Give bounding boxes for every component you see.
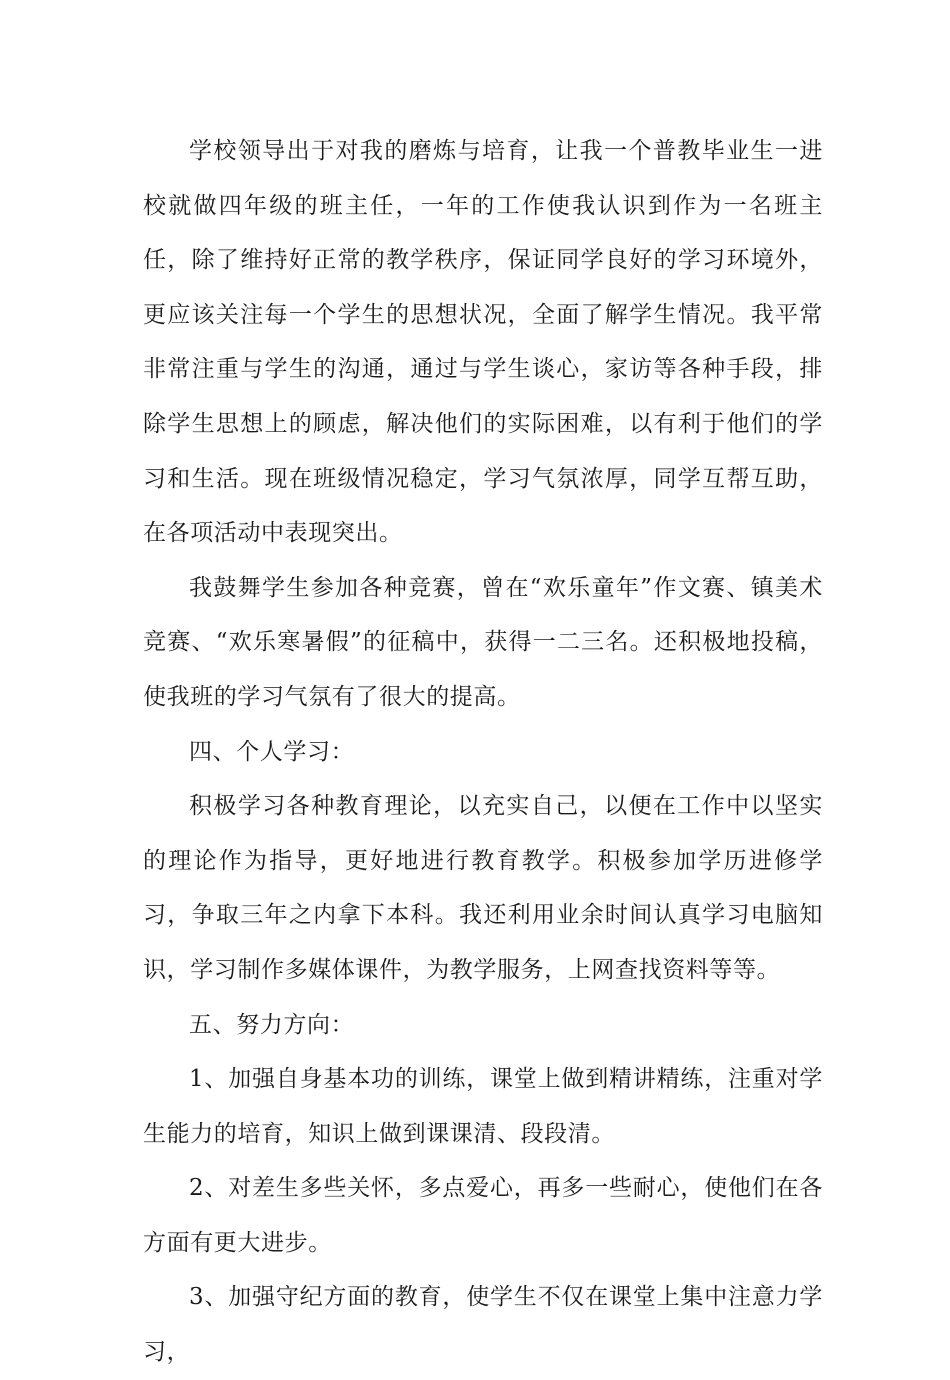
list-item-3: 3、加强守纪方面的教育，使学生不仅在课堂上集中注意力学习， <box>143 1284 823 1366</box>
section-heading-personal-study: 四、个人学习： <box>189 738 355 765</box>
section-heading-direction: 五、努力方向： <box>189 1011 355 1038</box>
paragraph-competitions: 我鼓舞学生参加各种竞赛，曾在“欢乐童年”作文赛、镇美术竞赛、“欢乐寒暑假”的征稿中，获得一二三名。还积极地投稿，使我班的学习气氛有了很大的提高。 <box>143 574 823 710</box>
paragraph-class-management: 学校领导出于对我的磨炼与培育，让我一个普教毕业生一进校就做四年级的班主任，一年的工作使我认识到作为一名班主任，除了维持好正常的教学秩序，保证同学良好的学习环境外，更应该关注每一个学生的思想状况，全面了解学生情况。我平常非常注重与学生的沟通，通过与学生谈心，家访等各种手段，排除学生思想上的顾虑，解决他们的实际困难，以有利于他们的学习和生活。现在班级情况稳定，学习气氛浓厚，同学互帮互助，在各项活动中表现突出。 <box>143 138 823 547</box>
paragraph-personal-study: 积极学习各种教育理论，以充实自己，以便在工作中以坚实的理论作为指导，更好地进行教育教学。积极参加学历进修学习，争取三年之内拿下本科。我还利用业余时间认真学习电脑知识，学习制作多媒体课件，为教学服务，上网查找资料等等。 <box>143 793 823 983</box>
document-body <box>143 124 823 1380</box>
list-item-2: 2、对差生多些关怀，多点爱心，再多一些耐心，使他们在各方面有更大进步。 <box>143 1175 823 1256</box>
list-item-1: 1、加强自身基本功的训练，课堂上做到精讲精练，注重对学生能力的培育，知识上做到课课清、段段清。 <box>143 1066 823 1147</box>
